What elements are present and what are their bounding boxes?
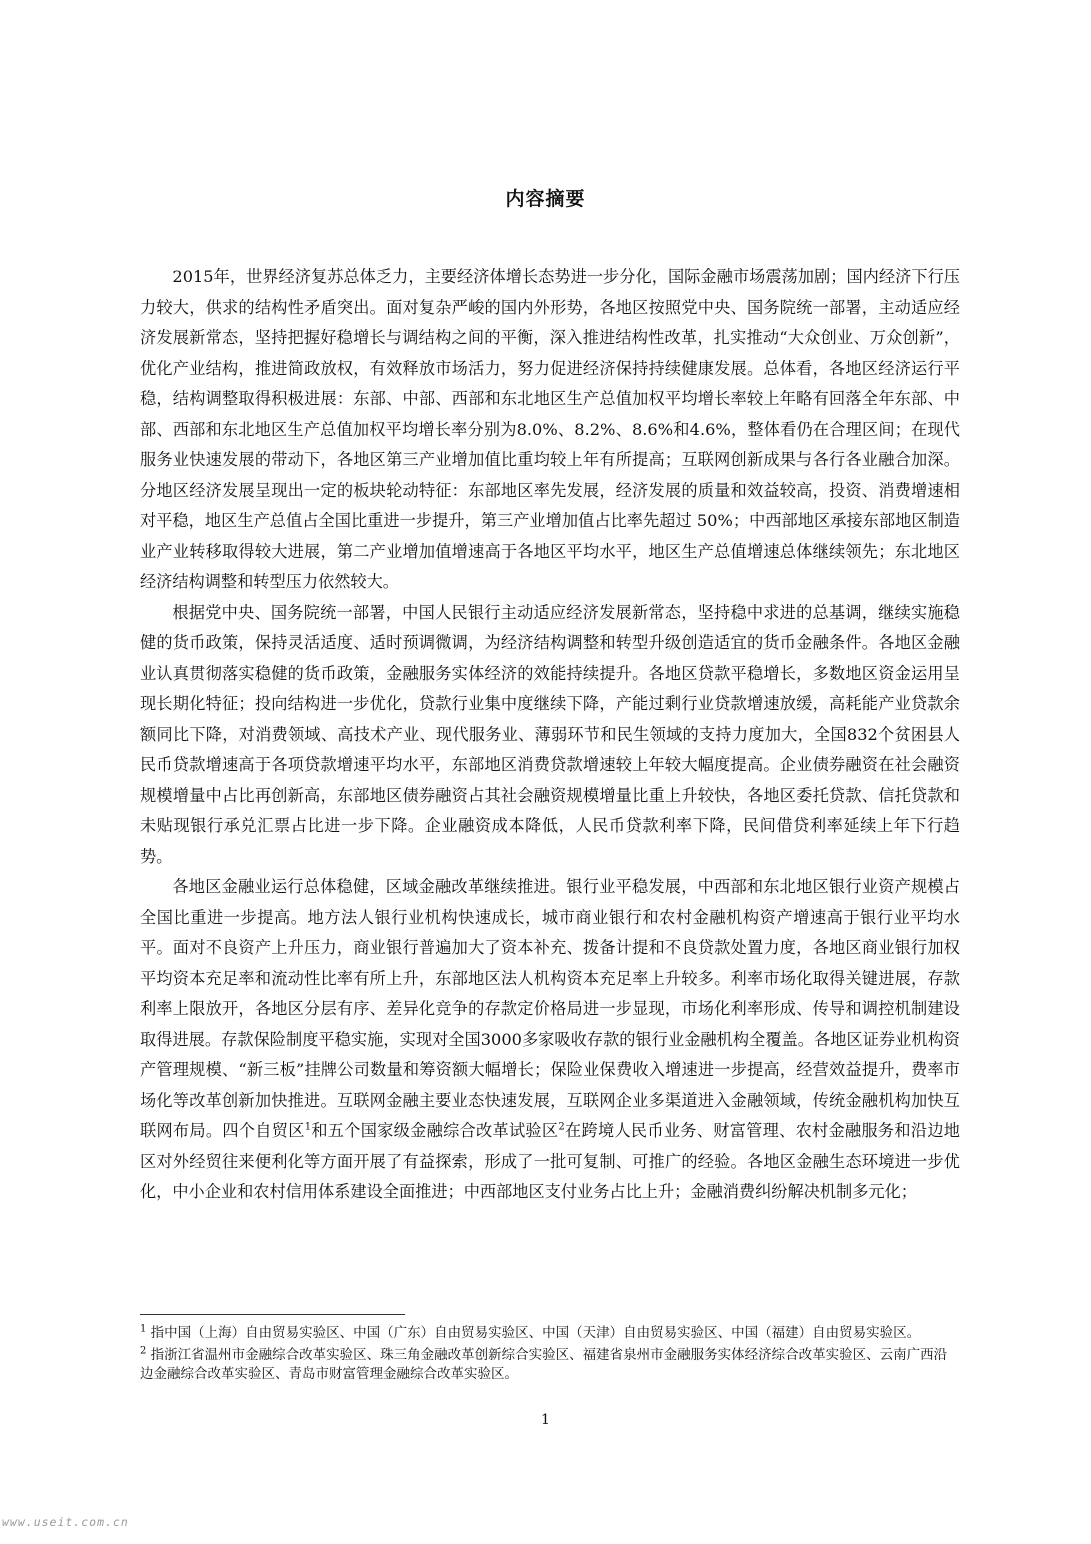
page-title: 内容摘要 [505, 188, 586, 210]
paragraph-3-part-1: 各地区金融业运行总体稳健，区域金融改革继续推进。银行业平稳发展，中西部和东北地区银行业资产规模占全国比重进一步提高。地方法人银行业机构快速成长，城市商业银行和农村金融机构资产增速高于银行业平均水平。面对不良资产上升压力，商业银行普遍加大了资本补充、拨备计提和不良贷款处置力度，各地区商业银行加权平均资本充足率和流动性比率有所上升，东部地区法人机构资本充足率上升较多。利率市场化取得关键进展，存款利率上限放开，各地区分层有序、差异化竞争的存款定价格局进一步显现，市场化利率形成、传导和调控机制建设取得进展。存款保险制度平稳实施，实现对全国3000多家吸收存款的银行业金融机构全覆盖。各地区证券业机构资产管理规模、“新三板”挂牌公司数量和筹资额大幅增长；保险业保费收入增速进一步提高，经营效益提升，费率市场化等改革创新加快推进。互联网金融主要业态快速发展，互联网企业多渠道进入金融领域，传统金融机构加快互联网布局。四个自贸区 [140, 877, 960, 1140]
footnote-text: 指浙江省温州市金融综合改革实验区、珠三角金融改革创新综合实验区、福建省泉州市金融服务实体经济综合改革实验区、云南广西沿边金融综合改革实验区、青岛市财富管理金融综合改革实验区。 [140, 1347, 948, 1382]
footnotes [140, 1324, 960, 1387]
paragraph-3-part-2: 和五个国家级金融综合改革试验区 [311, 1121, 559, 1140]
footnote-2 [140, 1346, 960, 1384]
footnote-divider [140, 1314, 405, 1315]
footnote-text: 指中国（上海）自由贸易实验区、中国（广东）自由贸易实验区、中国（天津）自由贸易实验区、中国（福建）自由贸易实验区。 [150, 1325, 921, 1341]
paragraph-2: 根据党中央、国务院统一部署，中国人民银行主动适应经济发展新常态，坚持稳中求进的总基调，继续实施稳健的货币政策，保持灵活适度、适时预调微调，为经济结构调整和转型升级创造适宜的货币金融条件。各地区金融业认真贯彻落实稳健的货币政策，金融服务实体经济的效能持续提升。各地区贷款平稳增长，多数地区资金运用呈现长期化特征；投向结构进一步优化，贷款行业集中度继续下降，产能过剩行业贷款增速放缓，高耗能产业贷款余额同比下降，对消费领域、高技术产业、现代服务业、薄弱环节和民生领域的支持力度加大，全国832个贫困县人民币贷款增速高于各项贷款增速平均水平，东部地区消费贷款增速较上年较大幅度提高。企业债券融资在社会融资规模增量中占比再创新高，东部地区债券融资占其社会融资规模增量比重上升较快，各地区委托贷款、信托贷款和未贴现银行承兑汇票占比进一步下降。企业融资成本降低，人民币贷款利率下降，民间借贷利率延续上年下行趋势。 [140, 602, 960, 866]
paragraph-3-part-3: 在跨境人民币业务、财富管理、农村金融服务和沿边地区对外经贸往来便利化等方面开展了有益探索，形成了一批可复制、可推广的经验。各地区金融生态环境进一步优化，中小企业和农村信用体系建设全面推进；中西部地区支付业务占比上升；金融消费纠纷解决机制多元化； [140, 1121, 960, 1201]
watermark: www.useit.com.cn [2, 1515, 129, 1529]
footnote-number: 1 [140, 1323, 147, 1335]
page-number: 1 [541, 1412, 550, 1428]
footnote-ref-2[interactable]: 2 [558, 1121, 565, 1133]
footnote-number: 2 [140, 1345, 147, 1357]
footnote-1 [140, 1324, 960, 1343]
paragraph-1: 2015年，世界经济复苏总体乏力，主要经济体增长态势进一步分化，国际金融市场震荡加剧；国内经济下行压力较大，供求的结构性矛盾突出。面对复杂严峻的国内外形势，各地区按照党中央、国务院统一部署，主动适应经济发展新常态，坚持把握好稳增长与调结构之间的平衡，深入推进结构性改革，扎实推动“大众创业、万众创新”，优化产业结构，推进简政放权，有效释放市场活力，努力促进经济保持持续健康发展。总体看，各地区经济运行平稳，结构调整取得积极进展：东部、中部、西部和东北地区生产总值加权平均增长率较上年略有回落全年东部、中部、西部和东北地区生产总值加权平均增长率分别为8.0%、8.2%、8.6%和4.6%，整体看仍在合理区间；在现代服务业快速发展的带动下，各地区第三产业增加值比重均较上年有所提高；互联网创新成果与各行各业融合加深。分地区经济发展呈现出一定的板块轮动特征：东部地区率先发展，经济发展的质量和效益较高，投资、消费增速相对平稳，地区生产总值占全国比重进一步提升，第三产业增加值占比率先超过 50%；中西部地区承接东部地区制造业产业转移取得较大进展，第二产业增加值增速高于各地区平均水平，地区生产总值增速总体继续领先；东北地区经济结构调整和转型压力依然较大。 [140, 267, 960, 591]
paragraph-3 [140, 872, 960, 1208]
footnote-ref-1[interactable]: 1 [304, 1121, 312, 1133]
body-text [140, 262, 960, 1208]
